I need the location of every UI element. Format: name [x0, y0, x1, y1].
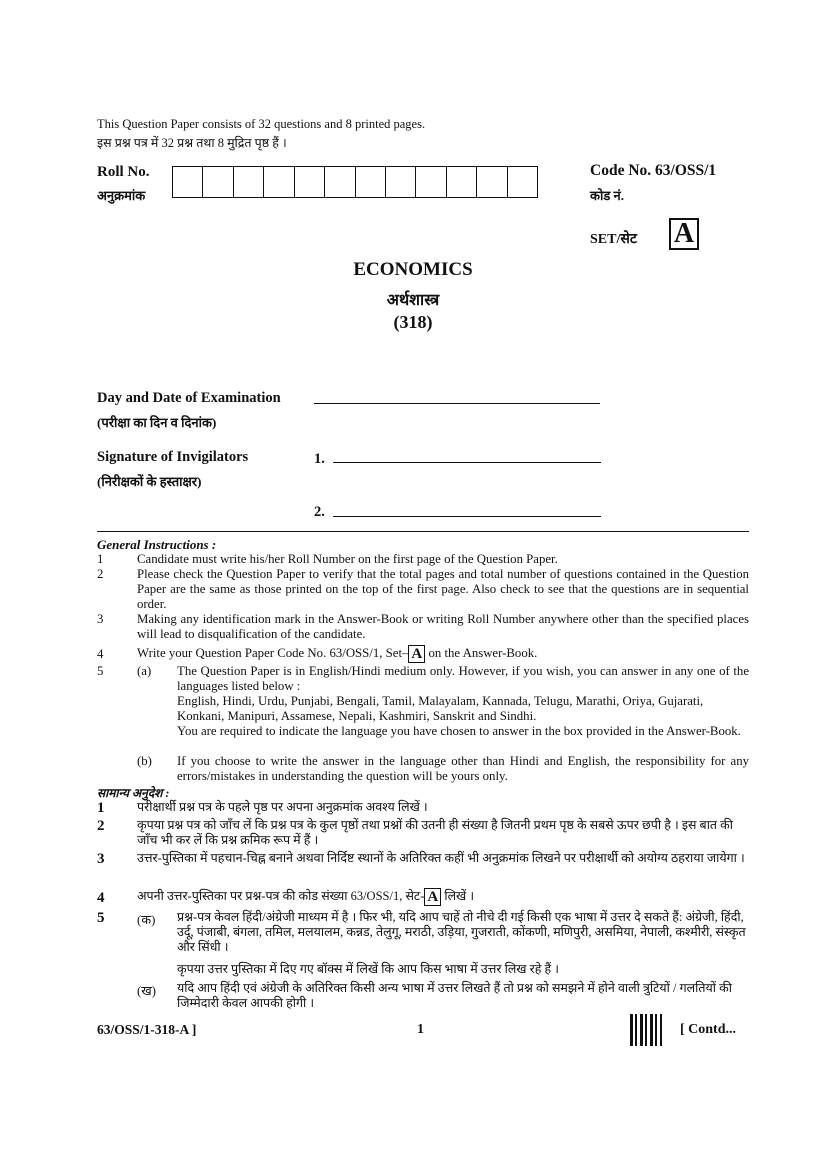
- gi-5b-label: (b): [137, 754, 152, 768]
- roll-number-cell[interactable]: [173, 167, 203, 197]
- gi-num-5: 5: [97, 664, 104, 678]
- roll-number-cell[interactable]: [264, 167, 294, 197]
- gi-5a-text: The Question Paper is in English/Hindi medium only. However, if you wish, you can answer in any one of the languages listed below :: [177, 664, 749, 693]
- hi-5a-required: कृपया उत्तर पुस्तिका में दिए गए बॉक्स में लिखें कि आप किस भाषा में उत्तर लिख रहे हैं ।: [177, 962, 560, 976]
- roll-number-cell[interactable]: [356, 167, 386, 197]
- subject-code: (318): [393, 312, 433, 332]
- hi-5a-label: (क): [137, 913, 156, 927]
- subject-title-hi: अर्थशास्त्र: [386, 292, 440, 309]
- sig1-number: 1.: [314, 451, 325, 467]
- gi-5a-langs: English, Hindi, Urdu, Punjabi, Bengali, Tamil, Malayalam, Kannada, Telugu, Marathi, Oriya, Gujarati, Konkani, Manipuri, Assamese, Nepali, Kashmiri, Sanskrit and Sindhi.: [177, 694, 704, 723]
- roll-number-cell[interactable]: [386, 167, 416, 197]
- gi-num-1: 1: [97, 552, 104, 566]
- sig1-line[interactable]: [333, 462, 601, 463]
- roll-number-cell[interactable]: [416, 167, 446, 197]
- hi-5b-label: (ख): [137, 984, 156, 998]
- general-heading: General Instructions :: [97, 537, 217, 552]
- gi-5b-text: If you choose to write the answer in the language other than Hindi and English, the responsibility for any errors/mistakes in understanding the question will be yours only.: [177, 754, 749, 783]
- roll-label-hi: अनुक्रमांक: [97, 188, 146, 203]
- exam-date-label-hi: (परीक्षा का दिन व दिनांक): [97, 415, 217, 430]
- hi-text-1: परीक्षार्थी प्रश्न पत्र के पहले पृष्ठ पर अपना अनुक्रमांक अवश्य लिखें ।: [137, 800, 428, 814]
- roll-number-cell[interactable]: [325, 167, 355, 197]
- invigilator-label-en: Signature of Invigilators: [97, 449, 249, 465]
- divider: [97, 531, 749, 532]
- roll-number-cell[interactable]: [234, 167, 264, 197]
- gi-4-pre: Write your Question Paper Code No. 63/OSS/1, Set–: [137, 645, 409, 660]
- code-label-hi: कोड नं.: [590, 188, 625, 203]
- gi-5a-required: You are required to indicate the language you have chosen to answer in the box provided in the Answer-Book.: [177, 724, 741, 738]
- hi-5b-text: यदि आप हिंदी एवं अंग्रेजी के अतिरिक्त किसी अन्य भाषा में उत्तर लिखते हैं तो प्रश्न को समझने में होने वाली त्रुटियों / गलतियों की जिम्मेदारी केवल आपकी होगी ।: [177, 981, 732, 1010]
- hi-num-4: 4: [97, 890, 105, 906]
- hi-4-set-box: A: [424, 888, 441, 906]
- hi-text-2: कृपया प्रश्न पत्र को जाँच लें कि प्रश्न पत्र के कुल पृष्ठों तथा प्रश्नों की उतनी ही संख्या है जितनी प्रथम पृष्ठ के सबसे ऊपर छपी है । इस बात की जाँच भी कर लें कि प्रश्न क्रमिक रूप में हैं ।: [137, 818, 734, 847]
- roll-number-cell[interactable]: [508, 167, 537, 197]
- hi-text-4: [137, 888, 749, 906]
- exam-date-label-en: Day and Date of Examination: [97, 390, 281, 406]
- hi-num-3: 3: [97, 851, 105, 867]
- invigilator-label-hi: (निरीक्षकों के हस्ताक्षर): [97, 474, 202, 489]
- gi-4-set-box: A: [408, 645, 425, 663]
- qr-code-icon: [630, 1014, 662, 1046]
- hi-text-3: उत्तर-पुस्तिका में पहचान-चिह्न बनाने अथवा निर्दिष्ट स्थानों के अतिरिक्त कहीं भी अनुक्रमांक लिखने पर परीक्षार्थी को अयोग्य ठहराया जायेगा ।: [137, 851, 745, 865]
- gi-text-2: Please check the Question Paper to verify that the total pages and total number of questions contained in the Question Paper are the same as those printed on the top of the first page. Also check to see that the questions are in sequential order.: [137, 567, 749, 611]
- roll-number-boxes[interactable]: [172, 166, 538, 198]
- samanya-heading: सामान्य अनुदेश :: [97, 786, 170, 800]
- gi-num-3: 3: [97, 612, 104, 626]
- code-label-en: Code No. 63/OSS/1: [590, 162, 717, 179]
- gi-5a-label: (a): [137, 664, 152, 678]
- hi-5a-text: प्रश्न-पत्र केवल हिंदी/अंग्रेजी माध्यम में है । फिर भी, यदि आप चाहें तो नीचे दी गई किसी एक भाषा में उत्तर दे सकते हैं: अंग्रेजी, हिंदी, उर्दू, पंजाबी, बंगला, तमिल, मलयालम, कन्नड, तेलुगू, मराठी, उड़िया, गुजराती, कोंकणी, मणिपुरी, असमिया, नेपाली, कश्मीरी, संस्कृत और सिंधी ।: [177, 910, 746, 954]
- gi-text-1: Candidate must write his/her Roll Number on the first page of the Question Paper.: [137, 552, 558, 566]
- hi-num-1: 1: [97, 800, 105, 816]
- gi-num-4: 4: [97, 647, 104, 661]
- set-box: A: [669, 218, 699, 250]
- page-number: 1: [417, 1022, 424, 1037]
- roll-number-cell[interactable]: [203, 167, 233, 197]
- footer-code: 63/OSS/1-318-A ]: [97, 1022, 197, 1037]
- contd-label: [ Contd...: [680, 1022, 737, 1037]
- sig2-number: 2.: [314, 504, 325, 520]
- roll-number-cell[interactable]: [447, 167, 477, 197]
- gi-4-post: on the Answer-Book.: [425, 645, 538, 660]
- hi-num-5: 5: [97, 910, 105, 926]
- exam-date-line[interactable]: [314, 403, 600, 404]
- roll-number-cell[interactable]: [295, 167, 325, 197]
- hi-4-post: लिखें ।: [441, 888, 475, 903]
- set-label: SET/सेट: [590, 232, 637, 247]
- header-pages-hi: इस प्रश्न पत्र में 32 प्रश्न तथा 8 मुद्रित पृष्ठ हैं ।: [97, 136, 287, 150]
- hi-num-2: 2: [97, 818, 105, 834]
- subject-title-en: ECONOMICS: [353, 259, 473, 280]
- roll-label-en: Roll No.: [97, 164, 150, 180]
- sig2-line[interactable]: [333, 516, 601, 517]
- header-pages-en: This Question Paper consists of 32 questions and 8 printed pages.: [97, 117, 426, 131]
- gi-text-4: [137, 645, 749, 663]
- hi-4-pre: अपनी उत्तर-पुस्तिका पर प्रश्न-पत्र की कोड संख्या 63/OSS/1, सेट-: [137, 888, 425, 903]
- roll-number-cell[interactable]: [477, 167, 507, 197]
- gi-text-3: Making any identification mark in the Answer-Book or writing Roll Number anywhere other than the specified places will lead to disqualification of the candidate.: [137, 612, 749, 641]
- gi-num-2: 2: [97, 567, 104, 581]
